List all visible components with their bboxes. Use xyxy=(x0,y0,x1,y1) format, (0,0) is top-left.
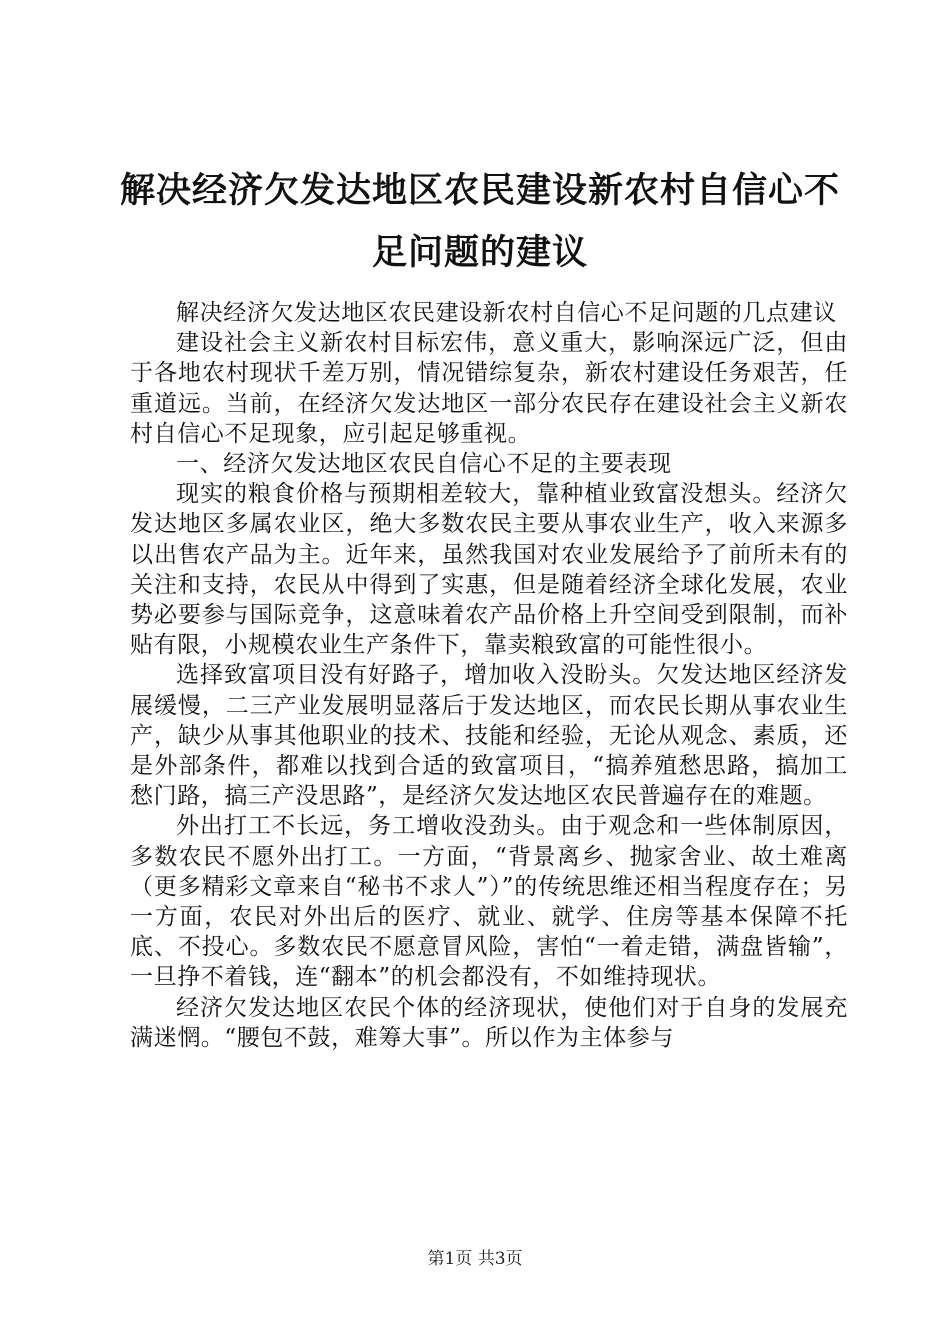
paragraph-migrant-work: 外出打工不长远，务工增收没劲头。由于观念和一些体制原因，多数农民不愿外出打工。一方面，“背景离乡、抛家舍业、故土难离（更多精彩文章来自“秘书不求人”）”的传统思维还相当程度存在；另一方面，农民对外出后的医疗、就业、就学、住房等基本保障不托底、不投心。多数农民不愿意冒风险，害怕“一着走错，满盘皆输”，一旦挣不着钱，连“翻本”的机会都没有，不如维持现状。 xyxy=(130,813,848,991)
paragraph-grain-price: 现实的粮食价格与预期相差较大，靠种植业致富没想头。经济欠发达地区多属农业区，绝大多数农民主要从事农业生产，收入来源多以出售农产品为主。近年来，虽然我国对农业发展给予了前所未有的关注和支持，农民从中得到了实惠，但是随着经济全球化发展，农业势必要参与国际竞争，这意味着农产品价格上升空间受到限制，而补贴有限，小规模农业生产条件下，靠卖粮致富的可能性很小。 xyxy=(130,481,848,659)
paragraph-intro: 建设社会主义新农村目标宏伟，意义重大，影响深远广泛，但由于各地农村现状千差万别，情况错综复杂，新农村建设任务艰苦，任重道远。当前，在经济欠发达地区一部分农民存在建设社会主义新农村自信心不足现象，应引起足够重视。 xyxy=(130,330,848,447)
paragraph-economic-status: 经济欠发达地区农民个体的经济现状，使他们对于自身的发展充满迷惘。“腰包不鼓，难筹大事”。所以作为主体参与 xyxy=(130,994,848,1051)
page-number-footer: 第1页 共3页 xyxy=(427,1249,523,1269)
paragraph-income-projects: 选择致富项目没有好路子，增加收入没盼头。欠发达地区经济发展缓慢，二三产业发展明显落后于发达地区，而农民长期从事农业生产，缺少从事其他职业的技术、技能和经验，无论从观念、素质，还是外部条件，都难以找到合适的致富项目，“搞养殖愁思路，搞加工愁门路，搞三产没思路”，是经济欠发达地区农民普遍存在的难题。 xyxy=(130,662,848,810)
paragraph-heading-line: 解决经济欠发达地区农民建设新农村自信心不足问题的几点建议 xyxy=(176,300,837,326)
document-title: 解决经济欠发达地区农民建设新农村自信心不足问题的建议 xyxy=(120,170,841,273)
section-heading: 一、经济欠发达地区农民自信心不足的主要表现 xyxy=(176,451,672,478)
document-body xyxy=(130,298,848,1053)
